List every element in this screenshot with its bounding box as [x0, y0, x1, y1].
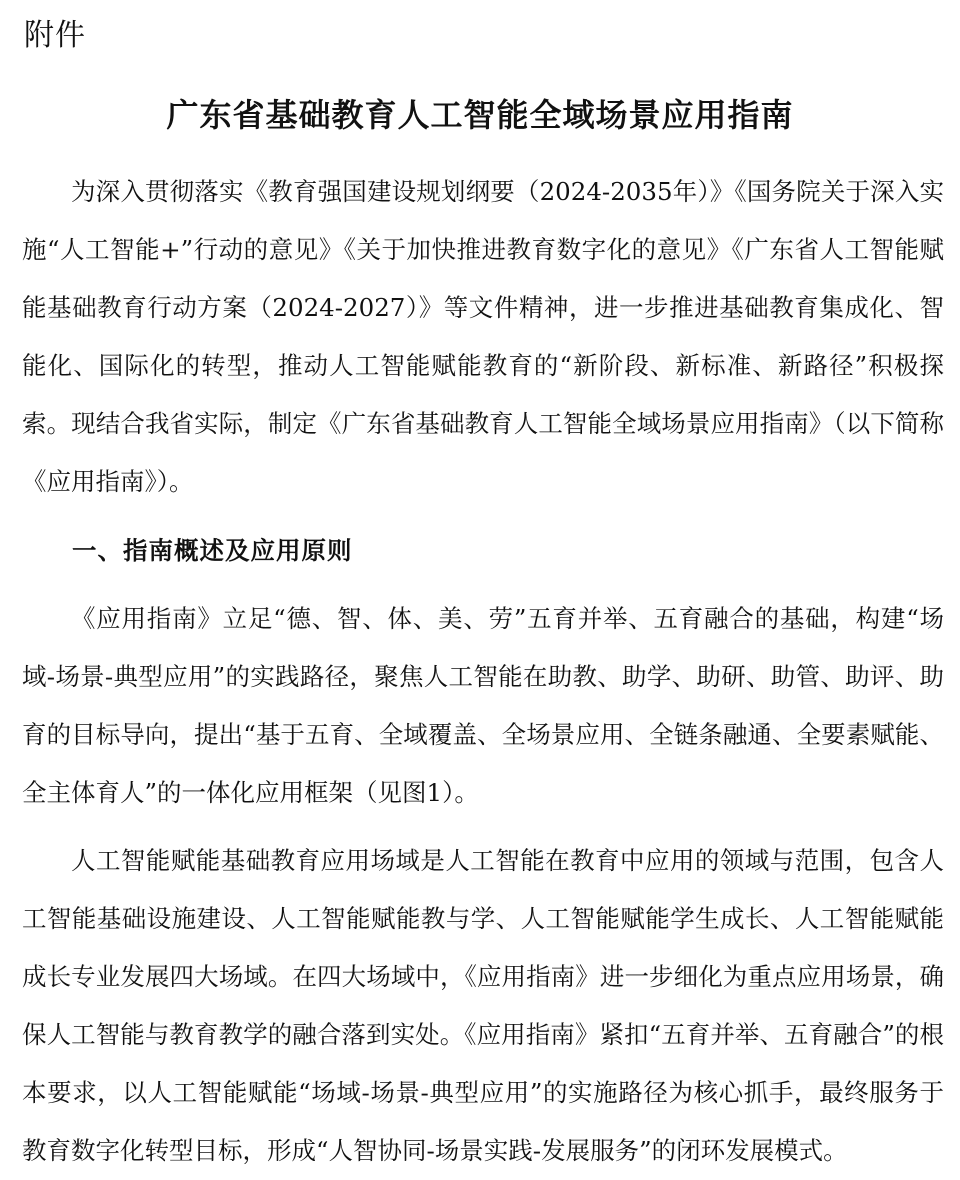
attachment-label: 附件 — [24, 18, 86, 53]
section-heading: 一、指南概述及应用原则 — [72, 536, 353, 565]
body-paragraph-1: 《应用指南》立足“德、智、体、美、劳”五育并举、五育融合的基础，构建“场域-场景-典型应用”的实践路径，聚焦人工智能在助教、助学、助研、助管、助评、助育的目标导向，提出“基于五育、全域覆盖、全场景应用、全链条融通、全要素赋能、全主体育人”的一体化应用框架（见图1）。 — [22, 604, 944, 807]
document-title: 广东省基础教育人工智能全域场景应用指南 — [166, 96, 794, 134]
intro-paragraph: 为深入贯彻落实《教育强国建设规划纲要（2024-2035年）》《国务院关于深入实施“人工智能+”行动的意见》《关于加快推进教育数字化的意见》《广东省人工智能赋能基础教育行动方案（2024-2027）》等文件精神，进一步推进基础教育集成化、智能化、国际化的转型，推动人工智能赋能教育的“新阶段、新标准、新路径”积极探索。现结合我省实际，制定《广东省基础教育人工智能全域场景应用指南》（以下简称《应用指南》）。 — [22, 177, 944, 496]
body-paragraph-2: 人工智能赋能基础教育应用场域是人工智能在教育中应用的领域与范围，包含人工智能基础设施建设、人工智能赋能教与学、人工智能赋能学生成长、人工智能赋能成长专业发展四大场域。在四大场域中，《应用指南》进一步细化为重点应用场景，确保人工智能与教育教学的融合落到实处。《应用指南》紧扣“五育并举、五育融合”的根本要求，以人工智能赋能“场域-场景-典型应用”的实施路径为核心抓手，最终服务于教育数字化转型目标，形成“人智协同-场景实践-发展服务”的闭环发展模式。 — [22, 846, 944, 1165]
